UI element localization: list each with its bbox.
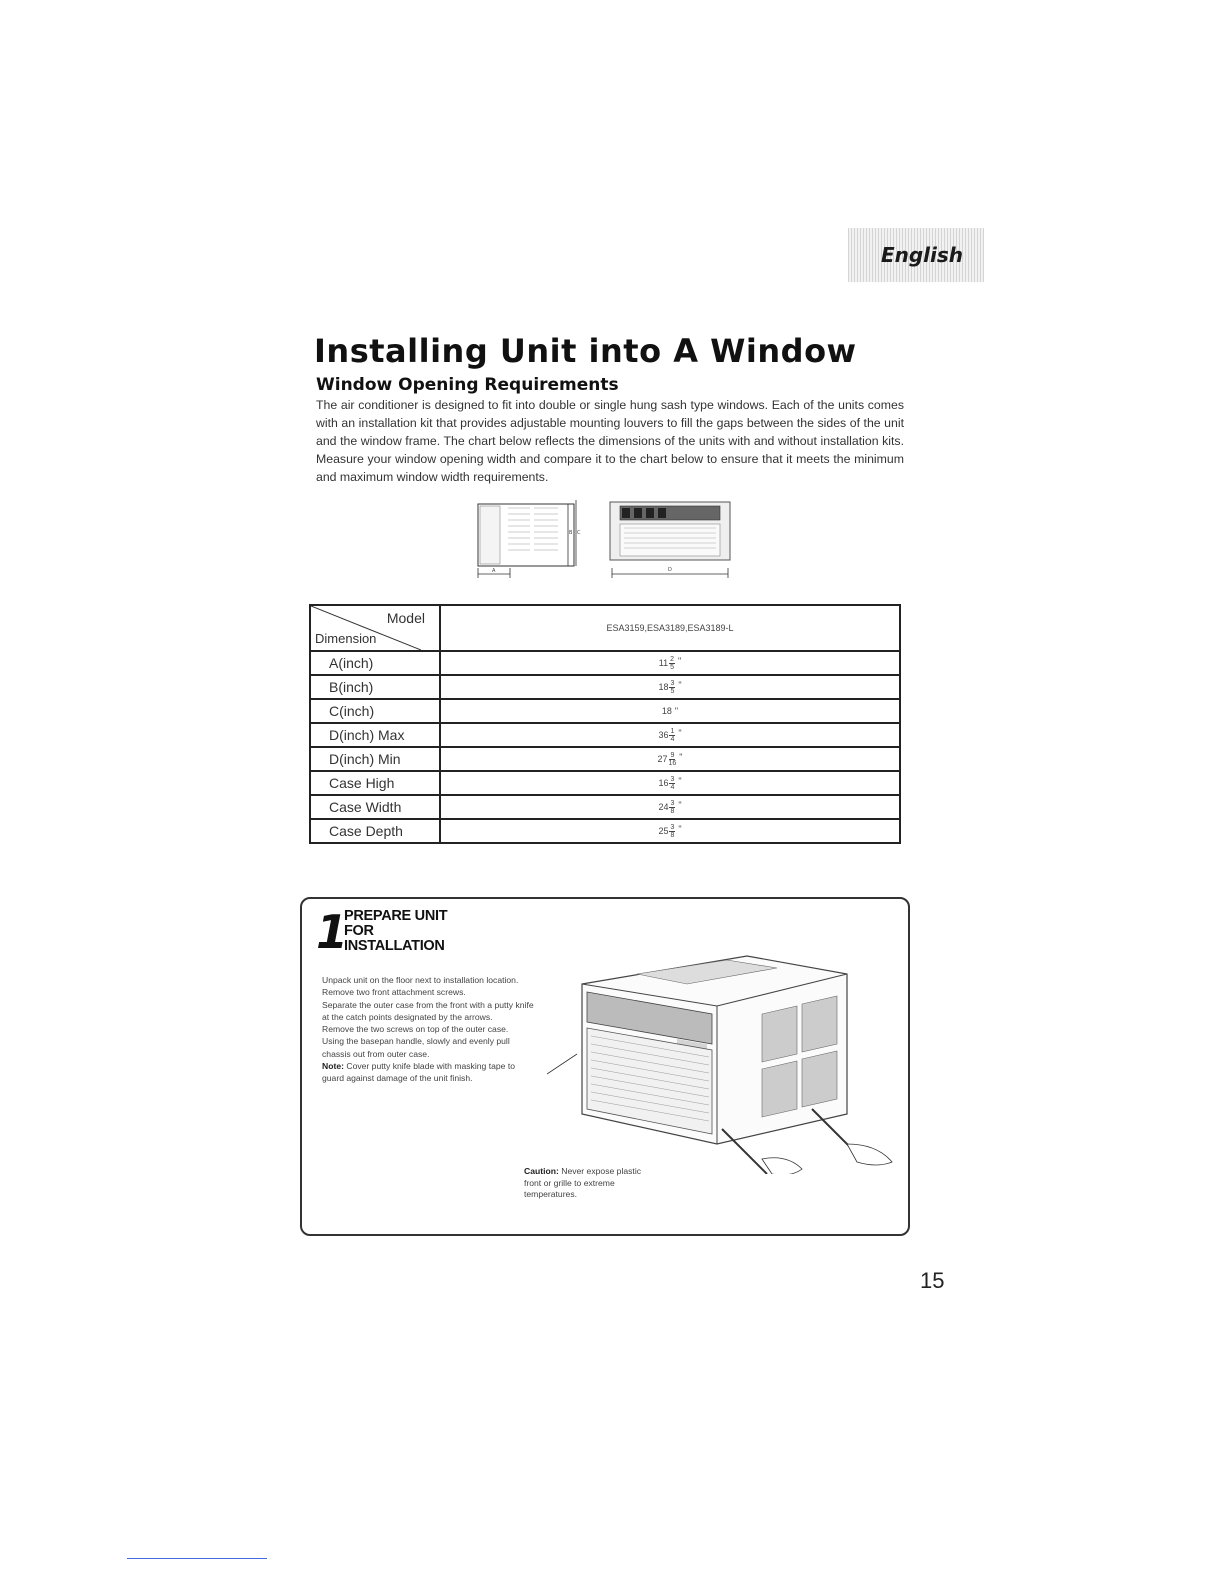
label-d: D [668,567,672,573]
label-c: C [577,530,581,536]
step-title-line: INSTALLATION [344,938,445,954]
row-label: B(inch) [310,675,440,699]
table-row [310,723,900,747]
caution-text: Caution: Never expose plastic front or grille to extreme temperatures. [524,1166,642,1199]
row-value: 16 3 4 " [440,771,900,795]
step-title [344,909,447,954]
front-view-figure [610,502,730,578]
page-number: 15 [920,1268,945,1293]
note-label: Note: [322,1061,344,1072]
table-row [310,747,900,771]
header-model: Model [386,610,425,626]
side-view-figure [478,500,581,578]
row-value: 27 9 16 " [440,747,900,771]
row-label: D(inch) Min [310,747,440,771]
language-tab-label: English [880,243,964,267]
row-value: 25 3 8 " [440,819,900,843]
header-dimension: Dimension [315,631,377,646]
row-value: 11 2 5 " [440,651,900,675]
instruction-line: Unpack unit on the floor next to installation location. [322,975,519,985]
section-subtitle: Window Opening Requirements [316,375,619,395]
intro-paragraph: The air conditioner is designed to fit into double or single hung sash type windows. Each of the units comes with an installation kit that provides adjustable mounting louvers to fill the gaps between the sides of the unit and the window frame. The chart below reflects the dimensions of the units with and without installation kits. Measure your window opening width and compare it to the chart below to ensure that it meets the minimum and maximum window width requirements. [316,398,904,484]
dimension-figures [470,494,740,584]
instruction-line: Using the basepan handle, slowly and evenly pull chassis out from outer case. [322,1036,510,1059]
row-label: C(inch) [310,699,440,723]
table-row [310,699,900,723]
label-a: A [492,568,496,574]
table-row [310,819,900,843]
step-number: 1 [316,905,349,959]
instruction-line: Remove two front attachment screws. [322,987,466,998]
step-title-line: FOR [344,923,374,939]
row-label: Case High [310,771,440,795]
row-value: 18 3 5 " [440,675,900,699]
table-row [310,675,900,699]
note [322,1060,537,1085]
table-row [310,651,900,675]
instruction-line: Separate the outer case from the front with a putty knife at the catch points designated by the arrows. [322,999,534,1022]
row-value: 24 3 8 " [440,795,900,819]
row-value: 36 1 4 " [440,723,900,747]
table-header-row [310,605,900,651]
row-label: D(inch) Max [310,723,440,747]
table-row [310,771,900,795]
instruction-line: Remove the two screws on top of the outer case. [322,1024,509,1035]
header-models: ESA3159,ESA3189,ESA3189-L [440,605,900,651]
page-title: Installing Unit into A Window [314,332,857,370]
language-tab [848,228,984,282]
row-label: A(inch) [310,651,440,675]
row-label: Case Width [310,795,440,819]
caution-label: Caution: [524,1166,559,1176]
row-value: 18 " [440,699,900,723]
step-box [300,897,910,1236]
unit-illustration [547,944,907,1174]
footer-line [127,1558,267,1559]
table-row [310,795,900,819]
note-text: Cover putty knife blade with masking tape to guard against damage of the unit finish. [322,1061,515,1084]
dimensions-table [309,604,901,844]
step-title-line: PREPARE UNIT [344,908,448,924]
step-instructions [322,974,537,1085]
label-b: B [569,530,573,536]
row-label: Case Depth [310,819,440,843]
header-diagonal-cell [310,605,440,651]
